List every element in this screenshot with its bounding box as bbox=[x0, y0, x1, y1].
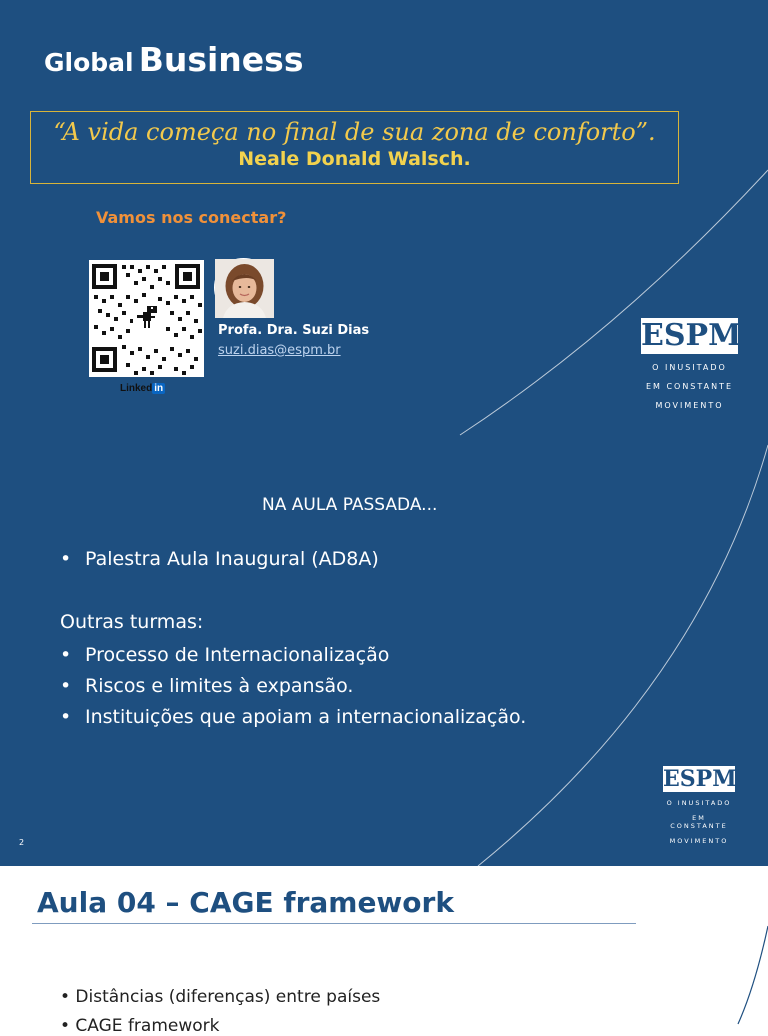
espm-tagline-3: MOVIMENTO bbox=[669, 837, 729, 845]
list-item bbox=[60, 544, 379, 575]
slide-1 bbox=[0, 0, 768, 445]
main-bullet-list bbox=[60, 544, 379, 575]
qr-code-graphic bbox=[89, 260, 204, 377]
title-divider bbox=[32, 923, 636, 924]
quote-text: “A vida começa no final de sua zona de conforto”. bbox=[53, 118, 656, 146]
title-global: Global bbox=[44, 48, 134, 77]
slide-number: 2 bbox=[19, 838, 25, 847]
espm-tagline-2: EM CONSTANTE bbox=[670, 814, 728, 830]
espm-tagline-1: O INUSITADO bbox=[666, 799, 732, 807]
bullet-symbol: • bbox=[60, 644, 72, 666]
bullet-symbol: • bbox=[60, 706, 72, 728]
bullet-text: Palestra Aula Inaugural (AD8A) bbox=[85, 548, 379, 570]
slide-title bbox=[44, 40, 303, 79]
linkedin-text: Linked bbox=[120, 383, 153, 394]
connect-heading: Vamos nos conectar? bbox=[96, 208, 287, 227]
slide-title: Aula 04 – CAGE framework bbox=[37, 886, 454, 919]
list-item bbox=[60, 671, 526, 702]
title-business: Business bbox=[138, 40, 304, 79]
linkedin-label[interactable] bbox=[120, 383, 165, 394]
espm-tagline-1: O INUSITADO bbox=[652, 363, 727, 372]
bullet-text: Riscos e limites à expansão. bbox=[85, 675, 354, 697]
other-classes-label: Outras turmas: bbox=[60, 611, 204, 633]
slide-3 bbox=[0, 866, 768, 1036]
espm-logo bbox=[663, 766, 735, 845]
linkedin-icon: in bbox=[154, 383, 164, 394]
espm-logo bbox=[641, 318, 742, 411]
profile-photo bbox=[215, 259, 274, 318]
qr-code-icon[interactable] bbox=[89, 260, 204, 377]
professor-name: Profa. Dra. Suzi Dias bbox=[218, 323, 370, 338]
list-item bbox=[60, 640, 526, 671]
quote-box bbox=[30, 111, 679, 184]
list-item: • Distâncias (diferenças) entre países bbox=[60, 987, 381, 1007]
recap-title: NA AULA PASSADA... bbox=[262, 495, 438, 515]
espm-logo-text: ESPM bbox=[663, 766, 737, 792]
list-item bbox=[60, 702, 526, 733]
espm-logo-text: ESPM bbox=[641, 318, 742, 353]
slide-2 bbox=[0, 445, 768, 866]
quote-author: Neale Donald Walsch. bbox=[238, 148, 471, 170]
other-bullet-list bbox=[60, 640, 526, 733]
bullet-symbol: • bbox=[60, 548, 72, 570]
bullet-text: Instituições que apoiam a internacionalização. bbox=[85, 706, 527, 728]
avatar bbox=[214, 258, 273, 317]
bullet-symbol: • bbox=[60, 675, 72, 697]
bullet-text: Processo de Internacionalização bbox=[85, 644, 390, 666]
espm-tagline-2: EM CONSTANTE bbox=[645, 382, 734, 391]
professor-email-link[interactable]: suzi.dias@espm.br bbox=[218, 343, 341, 358]
list-item: • CAGE framework bbox=[60, 1016, 220, 1036]
espm-tagline-3: MOVIMENTO bbox=[655, 401, 724, 410]
